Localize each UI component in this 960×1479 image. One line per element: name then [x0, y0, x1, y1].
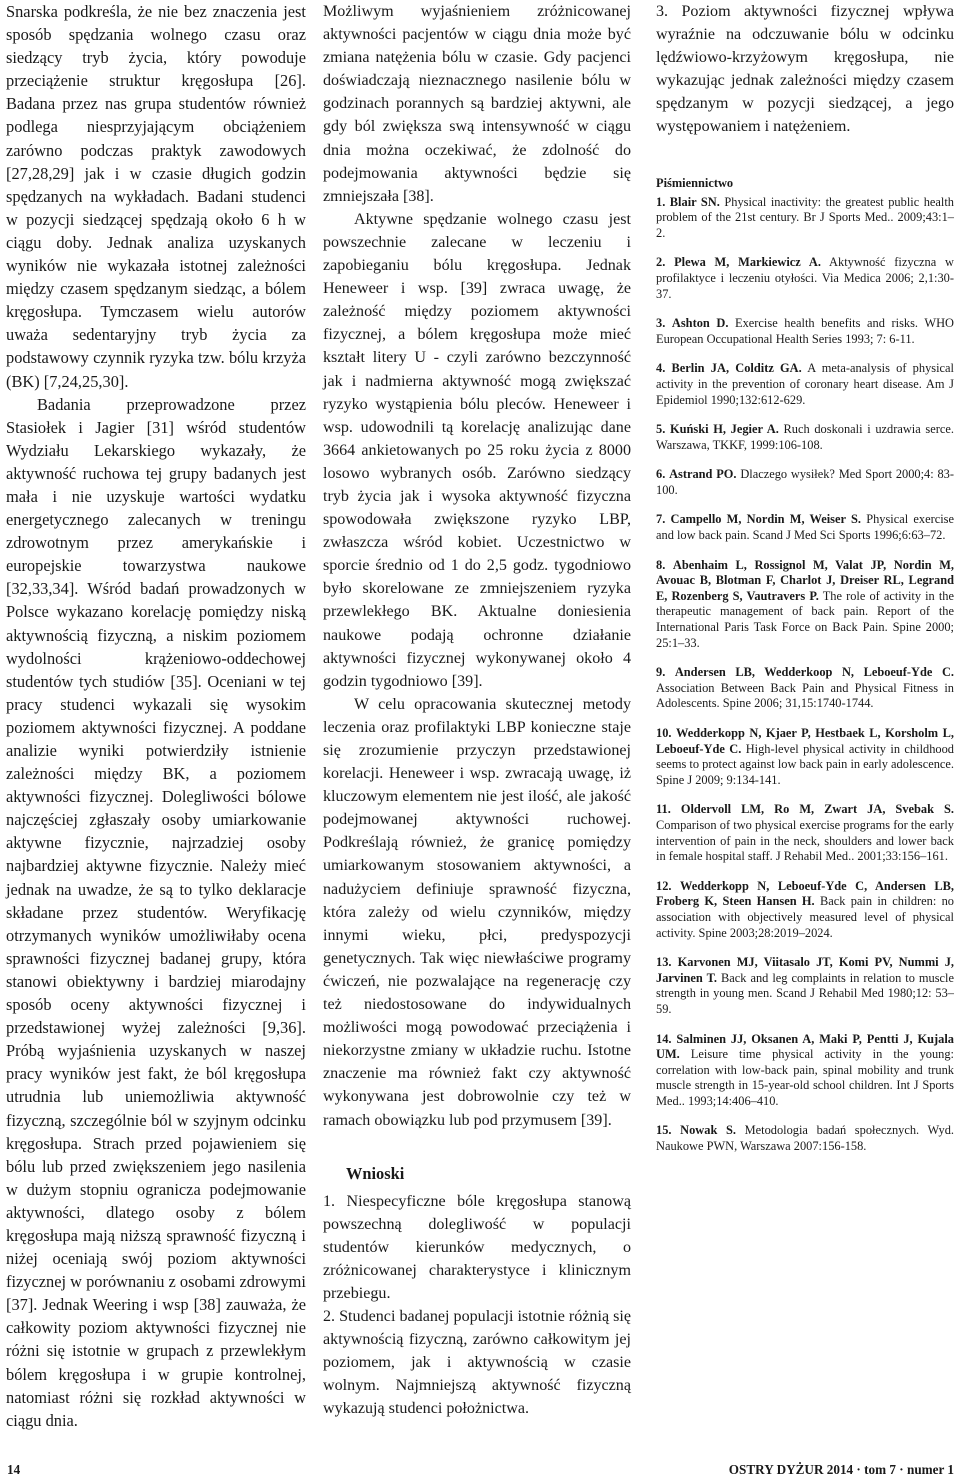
reference-authors: Nowak S. — [680, 1123, 736, 1138]
reference-item — [656, 879, 954, 941]
reference-details: Metodologia badań społecznych. Wyd. Naukowe PWN, Warszawa 2007:156-158. — [656, 1123, 954, 1154]
reference-authors: Astrand PO. — [669, 467, 737, 482]
reference-item — [656, 195, 954, 242]
reference-item — [656, 512, 954, 543]
paragraph: Badania przeprowadzone przez Stasiołek i Jagier [31] wśród studentów Wydziału Lekarskiego wykazały, że aktywność ruchowa tej grupy badanych jest mała i nie uzyskuje wartości wydatku energetycznego zalecanych w treningu zdrowotnym przez amerykańskie i europejskie towarzystwa naukowe [32,33,34]. Wśród badań prowadzonych w Polsce wykazano korelację pomiędzy niską aktywnością fizyczną, a niskim poziomem wydolności krążeniowo-oddechowej studentów tych studiów [35]. Oceniani w tej pracy studenci wykazali się wysokim poziomem aktywności fizycznej. A poddane analizie wyniki potwierdziły istnienie zależności między BK, a poziomem aktywności fizycznej. Dolegliwości bólowe najczęściej zgłaszały osoby umiarkowanie aktywne fizycznie, najrzadziej osoby najbardziej aktywne fizycznie. Należy mieć jednak na uwadze, że są to tylko deklaracje składane przez studentów. Weryfikację otrzymanych wyników umożliwiłaby ocena sprawności fizycznej badanej grupy, która stanowi obiektywny i bardziej miarodajny sposób oceny aktywności fizycznej i przedstawionej wyżej zależności [9,36]. Próbą wyjaśnienia uzyskanych w naszej pracy wyników jest fakt, że ból kręgosłupa utrudnia lub uniemożliwia aktywność fizyczną, szczególnie ból w szyjnym odcinku kręgosłupa. Strach przed pojawieniem się bólu lub przed zwiększeniem jego nasilenia w dużym stopniu ogranicza podejmowanie aktywności, dlatego osoby z bólem kręgosłupa mają niższą sprawność fizyczną i niżej oceniają swój poziom aktywności fizycznej w porównaniu z osobami zdrowymi [37]. Jednak Weering i wsp [38] zauważa, że całkowity poziom aktywności fizycznej nie różni się istotnie w grupach z przewlekłym bólem kręgosłupa i w grupie kontrolnej, natomiast różni się rozkład aktywności w ciągu dnia. — [6, 394, 306, 1430]
reference-authors: Campello M, Nordin M, Weiser S. — [670, 512, 861, 527]
reference-authors: Oldervoll LM, Ro M, Zwart JA, Svebak S. — [680, 802, 954, 817]
paragraph: Aktywne spędzanie wolnego czasu jest powszechnie zalecane w leczeniu i zapobieganiu bólu kręgosłupa. Jednak Heneweer i wsp. [39] zwraca uwagę, że zależność między poziomem aktywności fizycznej, a bólem kręgosłupa może mieć kształt litery U - czyli zarówno bezczynność jak i nadmierna aktywność mogą zwiększać ryzyko wystąpienia bólu pleców. Heneweer i wsp. udowodnili tą korelację analizując dane 3664 ankietowanych po 25 roku życia z 8000 losowo wybranych osób. Zarówno siedzący tryb życia jak i wysoka aktywność fizyczna spowodowała zwiększone ryzyko LBP, zwłaszcza wśród kobiet. Uczestnictwo w sporcie średnio od 1 do 2,5 godz. tygodniowo było skorelowane ze zmniejszeniem ryzyka przewlekłego BK. Aktualne doniesienia naukowe podają ochronne działanie aktywności fizycznej wykonywanej około 4 godzin tygodniowo [39]. — [323, 210, 631, 690]
reference-authors: Ashton D. — [671, 316, 729, 331]
reference-item — [656, 802, 954, 864]
reference-number: 10. — [656, 726, 672, 740]
reference-authors: Abenhaim L, Rossignol M, Valat JP, Nordin M, Avouac B, Blotman F, Charlot J, Dreiser RL, Legrand E, Rozenberg S, Vautravers P. — [656, 557, 954, 603]
reference-authors: Karvonen MJ, Viitasalo JT, Komi PV, Nummi J, Jarvinen T. — [656, 955, 954, 985]
reference-item — [656, 422, 954, 453]
reference-number: 8. — [656, 557, 666, 572]
reference-details: Leisure time physical activity in the young: correlation with low-back pain, spinal mobility and trunk muscle strength in 15-year-old school children. Int J Sports Med.. 1993;14:406–410. — [656, 1047, 954, 1108]
conclusion-item: 3. Poziom aktywności fizycznej wpływa wyraźnie na odczuwanie bólu w odcinku lędźwiowo-krzyżowym kręgosłupa, nie wykazując jednak zależności między czasem spędzanym w pozycji siedzącej, a jego występowaniem i natężeniem. — [656, 3, 954, 136]
reference-details: Association Between Back Pain and Physical Fitness in Adolescents. Spine 2006; 31,15:1740-1744. — [656, 680, 954, 711]
reference-details: The role of activity in the therapeutic management of back pain. Report of the International Paris Task Force on Back Pain. Spine 2000; 25:1–33. — [656, 588, 954, 650]
reference-details: Back pain in children: no association with objectively measured level of physical activity. Spine 2003;28:2019–2024. — [656, 894, 954, 940]
page-number: 14 — [7, 1462, 21, 1477]
reference-item — [656, 467, 954, 498]
reference-details: Physical exercise and low back pain. Scand J Med Sci Sports 1996;6:63–72. — [656, 512, 954, 543]
reference-details: Dlaczego wysiłek? Med Sport 2000;4: 83-100. — [656, 467, 954, 497]
conclusions-heading: Wnioski — [346, 1163, 405, 1183]
references-heading: Piśmiennictwo — [656, 175, 734, 190]
reference-number: 4. — [656, 361, 666, 376]
journal-footer: OSTRY DYŻUR 2014 · tom 7 · numer 1 — [728, 1462, 954, 1477]
reference-number: 12. — [656, 878, 672, 893]
reference-details: Ruch doskonali i uzdrawia serce. Warszawa, TKKF, 1999:106-108. — [656, 422, 954, 452]
reference-item — [656, 255, 954, 302]
reference-number: 13. — [656, 955, 672, 970]
reference-number: 3. — [656, 316, 666, 331]
references-list — [656, 195, 954, 1155]
conclusion-item: 1. Niespecyficzne bóle kręgosłupa stanową powszechną dolegliwość w populacji studentów kierunków medycznych, o zróżnicowanej charakterystyce i klinicznym przebiegu. — [323, 1192, 631, 1302]
column-left — [6, 0, 306, 1432]
reference-details: Exercise health benefits and risks. WHO European Occupational Health Series 1993; 7: 6-11. — [656, 316, 954, 346]
reference-item — [656, 726, 954, 788]
reference-details: Aktywność fizyczna w profilaktyce i leczeniu otyłości. Via Medica 2006; 2,1:30-37. — [656, 255, 954, 301]
reference-number: 6. — [656, 467, 666, 482]
reference-number: 15. — [656, 1123, 672, 1138]
reference-details: Comparison of two physical exercise programs for the early intervention of pain in the neck, shoulders and lower back in female hospital staff. J Rehabil Med.. 2001;33:156–161. — [656, 817, 954, 864]
reference-authors: Andersen LB, Wedderkoop N, Leboeuf-Yde C. — [674, 665, 954, 680]
reference-authors: Plewa M, Markiewicz A. — [674, 255, 821, 270]
reference-details: Physical inactivity: the greatest public health problem of the 21st century. Br J Sports Med.. 2009;43:1–2. — [656, 194, 954, 240]
reference-item — [656, 665, 954, 712]
conclusion-item: 2. Studenci badanej populacji istotnie różnią się aktywnością fizyczną, zarówno całkowitym jej poziomem, jak i aktywnością w czasie wolnym. Najmniejszą aktywność fizyczną wykazują studenci położnictwa. — [323, 1308, 631, 1418]
reference-number: 14. — [656, 1031, 672, 1046]
reference-number: 7. — [656, 512, 666, 527]
paragraph: Snarska podkreśla, że nie bez znaczenia jest sposób spędzania wolnego czasu oraz siedzący tryb życia, który powoduje przeciążenie struktur kręgosłupa [26]. Badana przez nas grupa studentów również podlega niesprzyjającym obciążeniem zarówno podczas praktyk zawodowych [27,28,29] jak i w czasie długich godzin spędzanych na wykładach. Badani studenci w pozycji siedzącej spędzają około 6 h w ciągu doby. Jednak analiza uzyskanych wyników nie wykazała istotnej zależności między czasem spędzanym siedząc, a bólem kręgosłupa. Tymczasem wielu autorów uważa sedentaryjny tryb życia za podstawowy czynnik ryzyka tzw. bólu krzyża (BK) [7,24,25,30]. — [6, 2, 306, 391]
paragraph: W celu opracowania skutecznej metody leczenia oraz profilaktyki LBP konieczne staje się zrozumienie przyczyn przedstawionej korelacji. Heneweer i wsp. zwracają uwagę, iż kluczowym elementem nie jest ilość, ale jakość podejmowanej aktywności ruchowej. Podkreślają również, że granicę pomiędzy umiarkowanym stosowaniem aktywności, a nadużyciem definiuje sprawność fizyczna, która zależy od wielu czynników, między innymi wieku, płci, predyspozycji genetycznych. Tak więc niewłaściwe programy ćwiczeń, nie pozwalające na regenerację czy też niedostosowane do indywidualnych możliwości mogą powodować przeciążenia i niekorzystne zmiany w układzie ruchu. Istotne znaczenie ma również fakt czy aktywność wykonywana jest dobrowolnie czy też w ramach obowiązku lub pod przymusem [39]. — [323, 695, 631, 1129]
reference-details: High-level physical activity in childhood seems to protect against low back pain in early adolescence. Spine J 2009; 9:134-141. — [656, 741, 954, 787]
column-right — [656, 0, 954, 1169]
reference-details: Back and leg complaints in relation to muscle strength in young men. Scand J Rehabil Med 1980;12: 53–59. — [656, 970, 954, 1016]
reference-item — [656, 361, 954, 408]
reference-authors: Salminen JJ, Oksanen A, Maki P, Pentti J, Kujala UM. — [656, 1031, 954, 1062]
reference-authors: Kuński H, Jegier A. — [669, 422, 779, 437]
reference-number: 2. — [656, 255, 666, 270]
reference-authors: Berlin JA, Colditz GA. — [671, 361, 802, 376]
reference-authors: Blair SN. — [669, 194, 720, 209]
reference-item — [656, 955, 954, 1017]
reference-number: 5. — [656, 422, 666, 437]
reference-number: 11. — [656, 802, 671, 817]
reference-authors: Wedderkopp N, Leboeuf-Yde C, Andersen LB, Froberg K, Steen Hansen H. — [656, 878, 954, 909]
reference-item — [656, 316, 954, 347]
reference-number: 1. — [656, 194, 666, 209]
column-middle — [323, 0, 631, 1421]
reference-item — [656, 1032, 954, 1110]
reference-item — [656, 558, 954, 652]
reference-item — [656, 1123, 954, 1154]
reference-details: A meta-analysis of physical activity in the prevention of coronary heart disease. Am J Epidemiol 1990;132:612-629. — [656, 361, 954, 407]
reference-authors: Wedderkopp N, Kjaer P, Hestbaek L, Korsholm L, Leboeuf-Yde C. — [656, 726, 954, 756]
paragraph: Możliwym wyjaśnieniem zróżnicowanej aktywności pacjentów w ciągu dnia może być zmiana natężenia bólu w czasie. Gdy pacjenci doświadczają nieznacznego nasilenie bólu w godzinach porannych są bardziej aktywni, ale gdy ból zwiększa swą intensywność w ciągu dnia można oczekiwać, że zdolność do podejmowania aktywności będzie się zmniejszała [38]. — [323, 3, 631, 205]
reference-number: 9. — [656, 665, 666, 680]
